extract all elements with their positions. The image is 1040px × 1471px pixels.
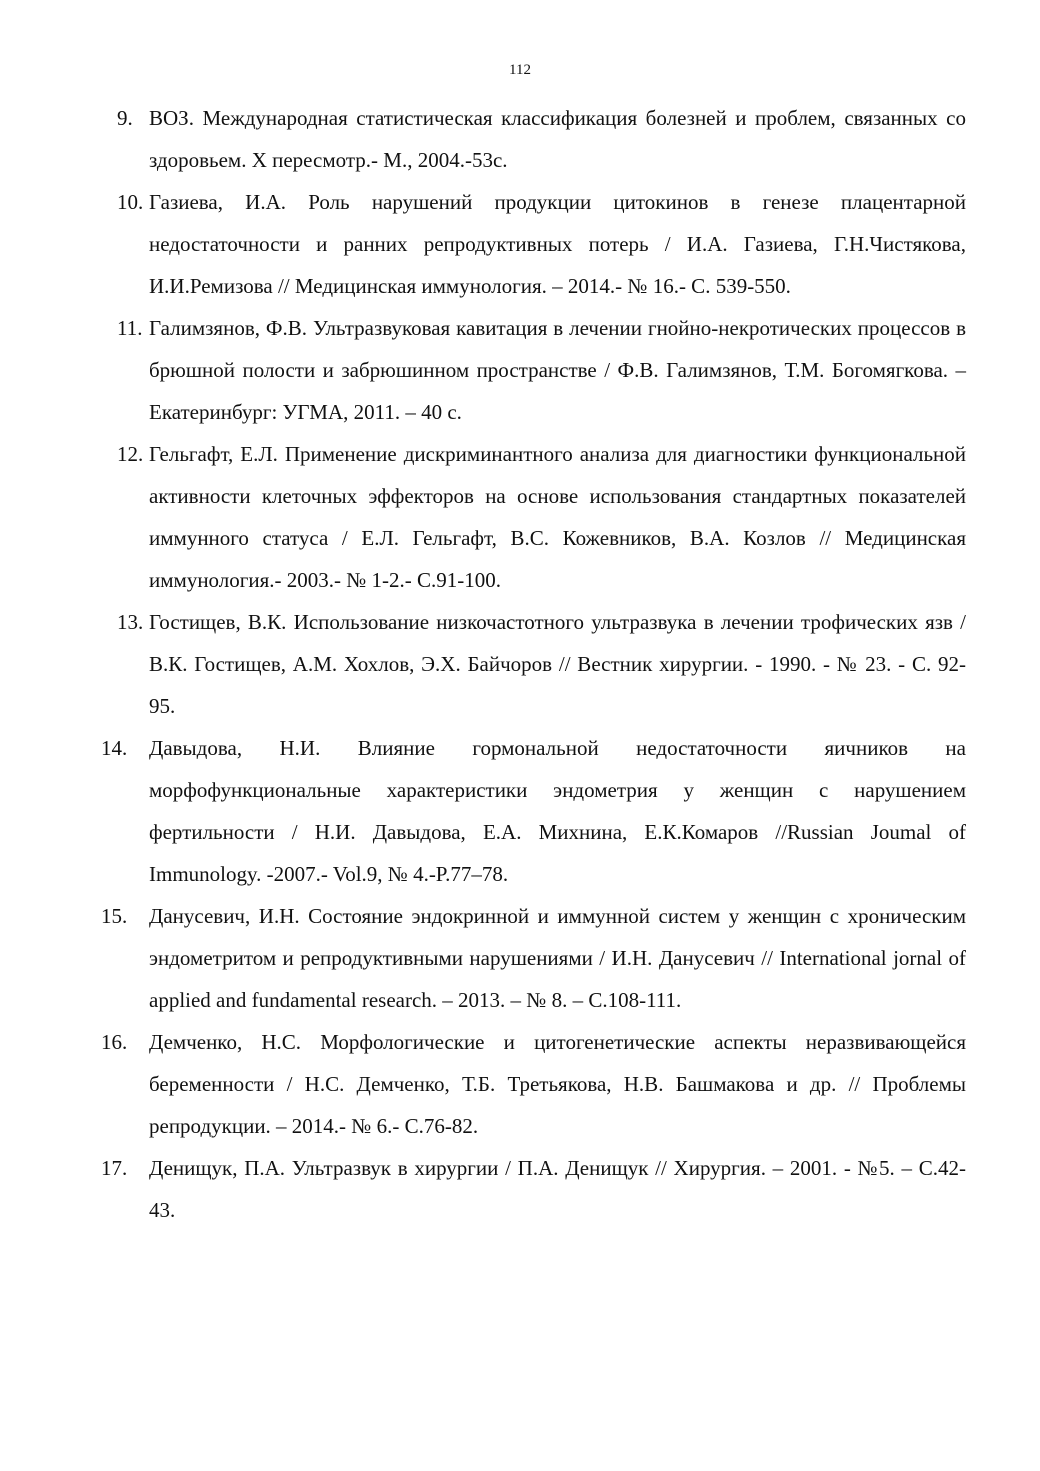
reference-number: 15. bbox=[101, 904, 128, 928]
page-number: 112 bbox=[509, 62, 531, 78]
reference-text: Газиева, И.А. Роль нарушений продукции цитокинов в генезе плацентарной недостаточности и ранних репродуктивных потерь / И.А. Газиева, Г.Н.Чистякова, И.И.Ремизова // Медицинская иммунология. – 2014.- № 16.- С. 539-550. bbox=[149, 190, 966, 298]
reference-item bbox=[117, 307, 966, 433]
reference-item bbox=[101, 895, 966, 1021]
reference-item bbox=[117, 601, 966, 727]
reference-text: Гостищев, В.К. Использование низкочастотного ультразвука в лечении трофических язв / В.К. Гостищев, А.М. Хохлов, Э.Х. Байчоров // Вестник хирургии. - 1990. - № 23. - С. 92-95. bbox=[149, 610, 966, 718]
reference-text: Давыдова, Н.И. Влияние гормональной недостаточности яичников на морфофункциональные характеристики эндометрия у женщин с нарушением фертильности / Н.И. Давыдова, Е.А. Михнина, Е.К.Комаров //Russian Joumal of Immunology. -2007.- Vol.9, № 4.-P.77–78. bbox=[149, 736, 966, 886]
reference-item bbox=[117, 433, 966, 601]
reference-text: Демченко, Н.С. Морфологические и цитогенетические аспекты неразвивающейся беременности / Н.С. Демченко, Т.Б. Третьякова, Н.В. Башмакова и др. // Проблемы репродукции. – 2014.- № 6.- С.76-82. bbox=[149, 1030, 966, 1138]
reference-text: ВОЗ. Международная статистическая классификация болезней и проблем, связанных со здоровьем. X пересмотр.- М., 2004.-53с. bbox=[149, 106, 966, 172]
reference-number: 14. bbox=[101, 736, 128, 760]
reference-text: Галимзянов, Ф.В. Ультразвуковая кавитация в лечении гнойно-некротических процессов в брюшной полости и забрюшинном пространстве / Ф.В. Галимзянов, Т.М. Богомягкова. – Екатеринбург: УГМА, 2011. – 40 с. bbox=[149, 316, 966, 424]
reference-number: 17. bbox=[101, 1156, 128, 1180]
reference-text: Гельгафт, Е.Л. Применение дискриминантного анализа для диагностики функциональной активности клеточных эффекторов на основе использования стандартных показателей иммунного статуса / Е.Л. Гельгафт, В.С. Кожевников, В.А. Козлов // Медицинская иммунология.- 2003.- № 1-2.- С.91-100. bbox=[149, 442, 966, 592]
reference-item bbox=[101, 1021, 966, 1147]
reference-number: 10. bbox=[117, 190, 144, 214]
reference-number: 11. bbox=[117, 316, 143, 340]
reference-number: 12. bbox=[117, 442, 144, 466]
reference-number: 9. bbox=[117, 106, 133, 130]
reference-item bbox=[117, 97, 966, 181]
reference-number: 16. bbox=[101, 1030, 128, 1054]
reference-item bbox=[101, 1147, 966, 1231]
reference-text: Денищук, П.А. Ультразвук в хирургии / П.А. Денищук // Хирургия. – 2001. - №5. – С.42-43. bbox=[149, 1156, 966, 1222]
reference-list bbox=[0, 97, 1040, 1231]
reference-item bbox=[117, 181, 966, 307]
reference-item bbox=[101, 727, 966, 895]
reference-number: 13. bbox=[117, 610, 144, 634]
reference-text: Данусевич, И.Н. Состояние эндокринной и иммунной систем у женщин с хроническим эндометритом и репродуктивными нарушениями / И.Н. Данусевич // International jornal of applied and fundamental research. – 2013. – № 8. – С.108-111. bbox=[149, 904, 966, 1012]
